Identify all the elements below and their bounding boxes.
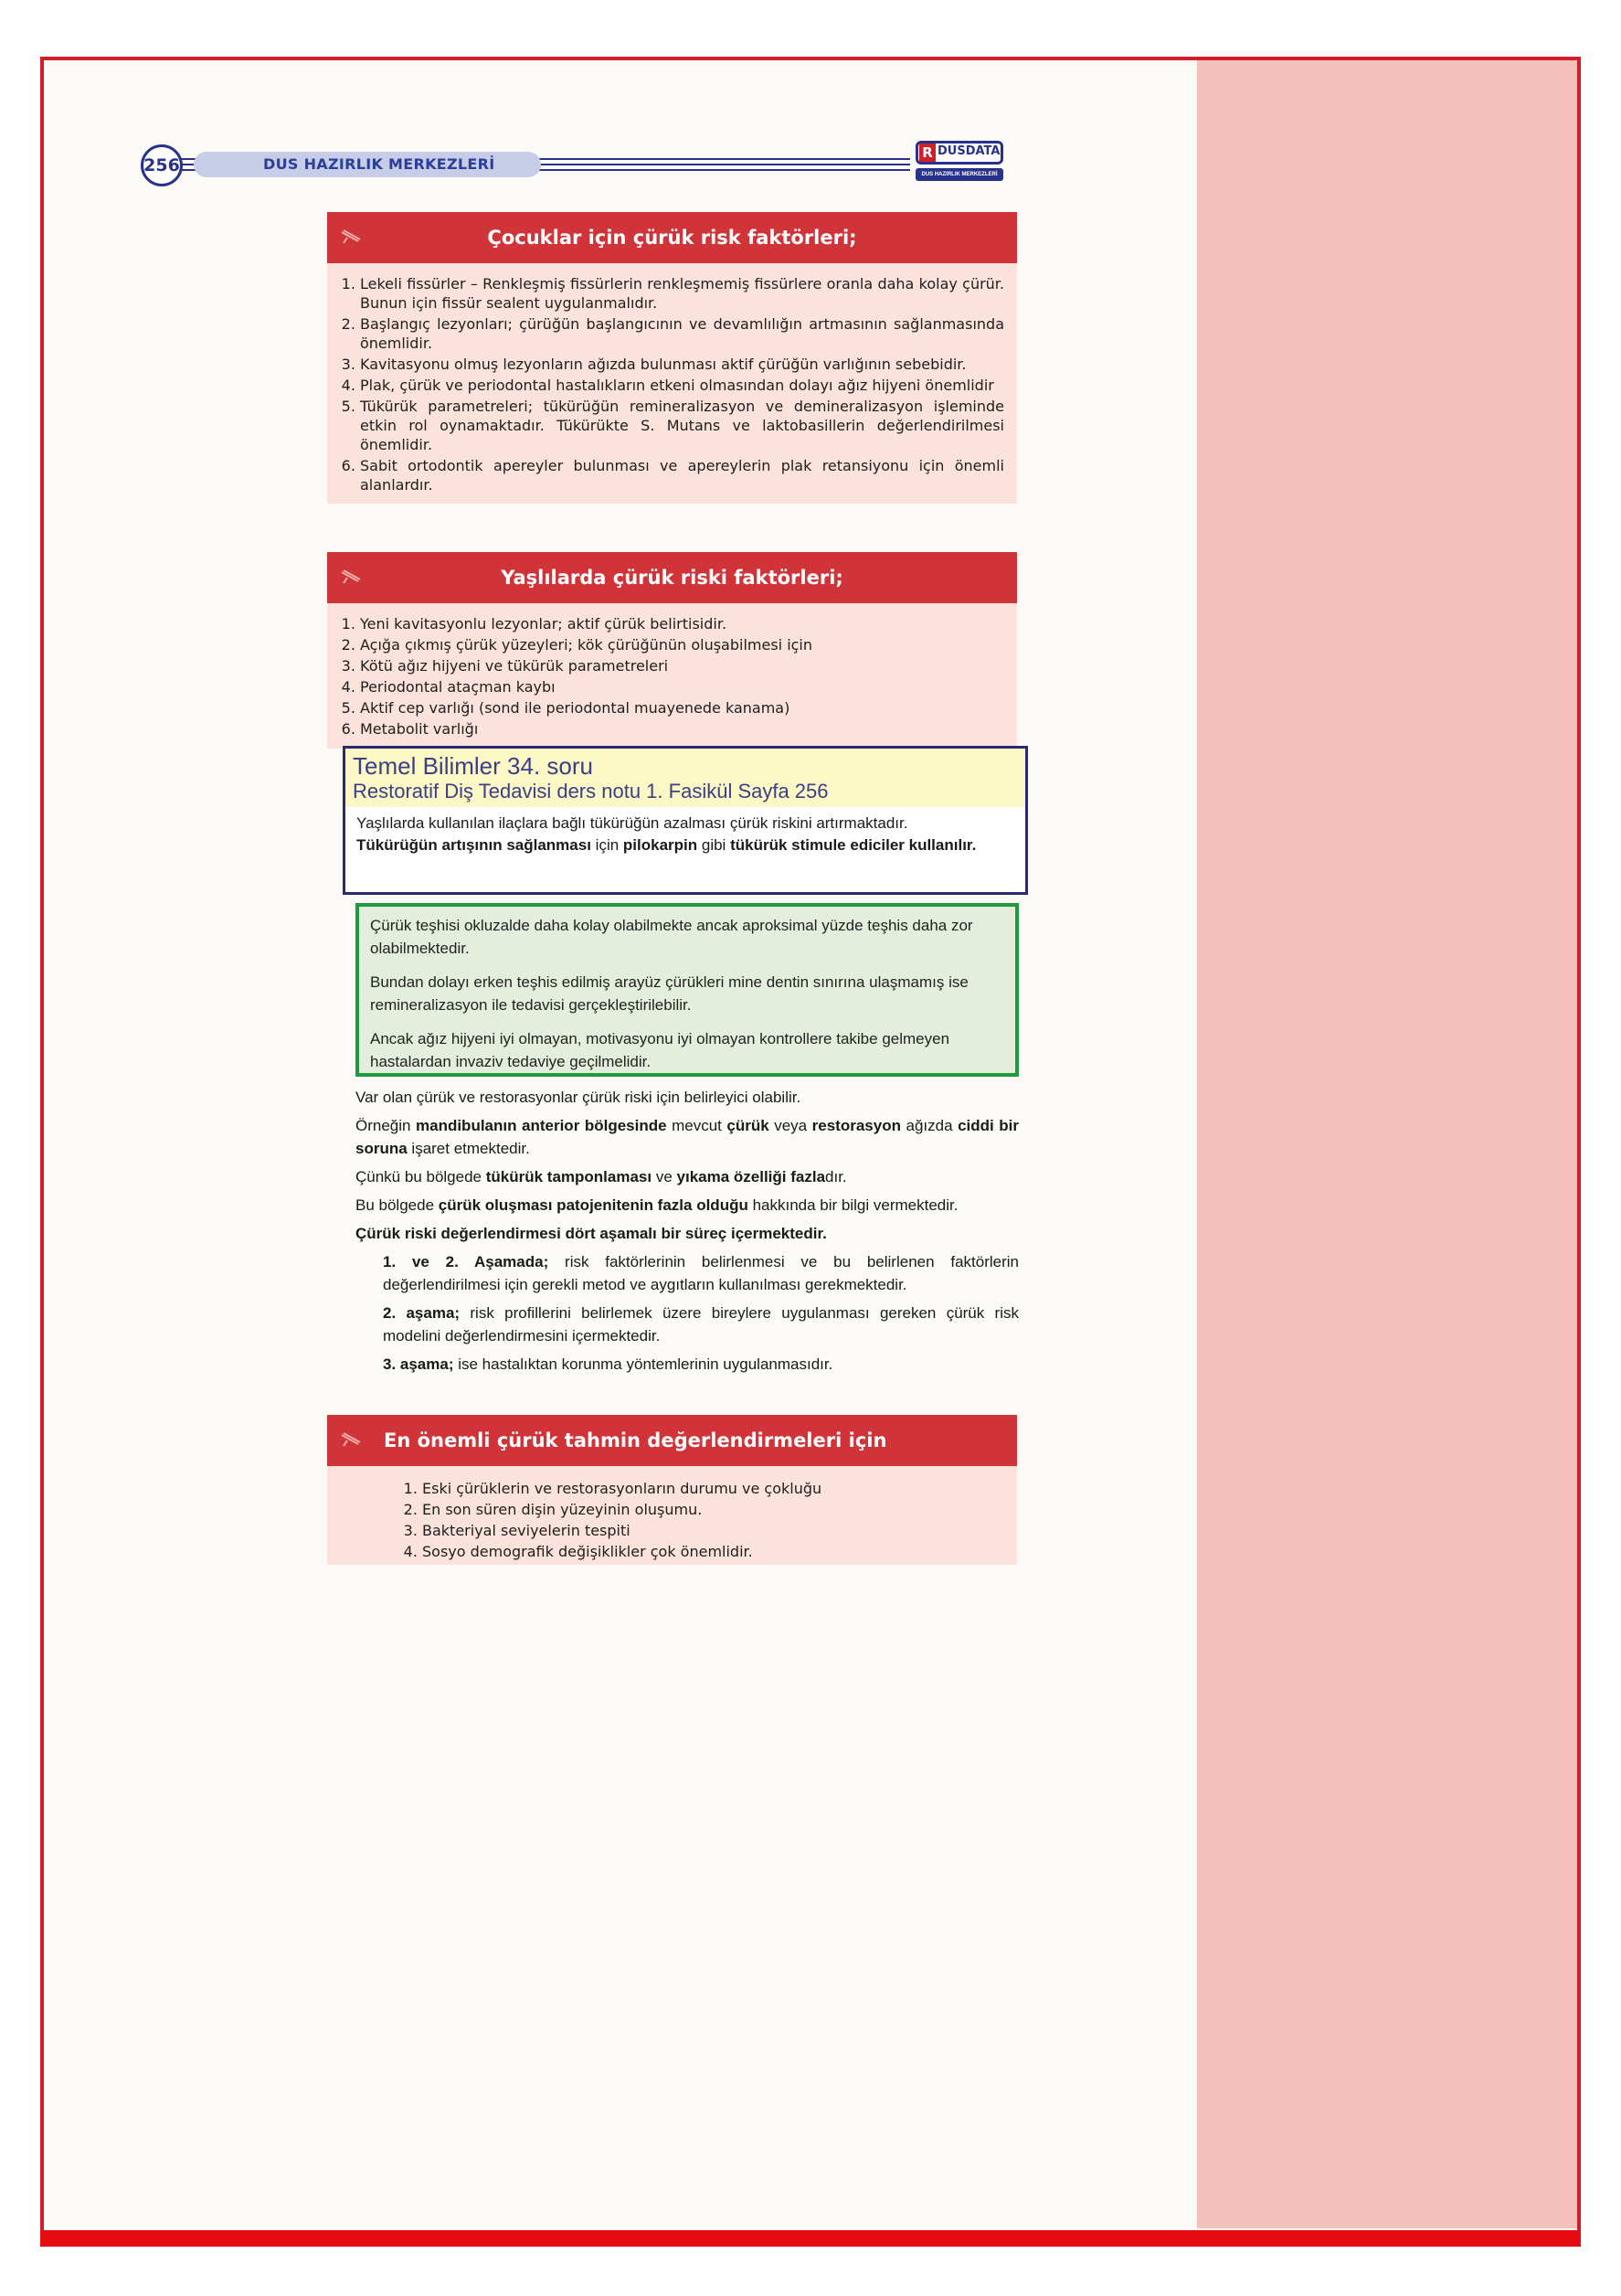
box-title: Çocuklar için çürük risk faktörleri; [487, 227, 857, 249]
list-item: 2. En son süren dişin yüzeyinin oluşumu. [422, 1500, 1004, 1519]
list-item: 5. Tükürük parametreleri; tükürüğün remineralizasyon ve demineralizasyon işleminde etkin rol oynamaktadır. Tükürükte S. Mutans ve laktobasillerin değerlendirilmesi önemlidir. [360, 397, 1004, 454]
paragraph: Var olan çürük ve restorasyonlar çürük riski için belirleyici olabilir. [355, 1089, 801, 1106]
paragraph: Örneğin mandibulanın anterior bölgesinde mevcut çürük veya restorasyon ağızda ciddi bir soruna işaret etmektedir. [355, 1117, 1019, 1157]
diagnosis-note-box [355, 903, 1019, 1077]
elderly-risk-box [327, 552, 1017, 749]
prediction-box [327, 1415, 1017, 1565]
children-risk-box [327, 212, 1017, 504]
logo-text: DUSDATA [938, 144, 1001, 158]
box-header [327, 1415, 1017, 1466]
logo-letter: R [919, 144, 936, 162]
list-item: 3. Kötü ağız hijyeni ve tükürük parametreleri [360, 656, 1004, 675]
note-paragraph: Çürük teşhisi okluzalde daha kolay olabilmekte ancak aproksimal yüzde teşhis daha zor olabilmektedir. [370, 917, 973, 957]
header-title: DUS HAZIRLIK MERKEZLERİ [263, 155, 495, 173]
question-line-1: Yaşlılarda kullanılan ilaçlara bağlı tükürüğün azalması çürük riskini artırmaktadır. [356, 814, 908, 832]
list-item: 5. Aktif cep varlığı (sond ile periodontal muayenede kanama) [360, 698, 1004, 718]
list-item: 1. Yeni kavitasyonlu lezyonlar; aktif çürük belirtisidir. [360, 614, 1004, 633]
list-item: 4. Periodontal ataçman kaybı [360, 677, 1004, 696]
list-item: 2. Başlangıç lezyonları; çürüğün başlangıcının ve devamlılığın artmasının sağlanmasında önemlidir. [360, 314, 1004, 353]
side-strip [1197, 60, 1577, 2228]
paragraph: Bu bölgede çürük oluşması patojenitenin fazla olduğu hakkında bir bilgi vermektedir. [355, 1196, 959, 1214]
list-item: 1. Lekeli fissürler – Renkleşmiş fissürlerin renkleşmemiş fissürlere oranla daha kolay çürür. Bunun için fissür sealent uygulanmalıdır. [360, 274, 1004, 313]
elderly-risk-list [338, 614, 1004, 739]
paragraph: Çünkü bu bölgede tükürük tamponlaması ve yıkama özelliği fazladır. [355, 1168, 847, 1185]
question-label-title: Temel Bilimler 34. soru [353, 752, 593, 780]
question-label [343, 746, 1028, 810]
note-paragraph: Bundan dolayı erken teşhis edilmiş arayüz çürükleri mine dentin sınırına ulaşmamış ise remineralizasyon ile tedavisi gerçekleştirilebilir. [370, 973, 969, 1014]
list-item: 6. Sabit ortodontik apereyler bulunması ve apereylerin plak retansiyonu için önemli alanlardır. [360, 456, 1004, 494]
list-item: 3. Kavitasyonu olmuş lezyonların ağızda bulunması aktif çürüğün varlığının sebebidir. [360, 355, 1004, 374]
page-number: 256 [141, 144, 183, 186]
note-paragraph: Ancak ağız hijyeni iyi olmayan, motivasyonu iyi olmayan kontrollere takibe gelmeyen hastalardan invaziv tedaviye geçilmelidir. [370, 1030, 950, 1070]
stage-item: 2. aşama; risk profillerini belirlemek üzere bireylere uygulanması gereken çürük risk modelini değerlendirmesini içermektedir. [383, 1304, 1019, 1345]
logo-subtitle: DUS HAZIRLIK MERKEZLERİ [916, 168, 1003, 181]
box-header [327, 552, 1017, 603]
prediction-list [400, 1479, 1004, 1561]
bottom-bar [40, 2230, 1581, 2247]
question-line-2: Tükürüğün artışının sağlanması için pilokarpin gibi tükürük stimule ediciler kullanılır. [356, 836, 977, 854]
paragraph: Çürük riski değerlendirmesi dört aşamalı bir süreç içermektedir. [355, 1225, 827, 1242]
stage-item: 1. ve 2. Aşamada; risk faktörlerinin belirlenmesi ve bu belirlenen faktörlerin değerlendirilmesi için gerekli metod ve aygıtların kullanılması gerekmektedir. [383, 1253, 1019, 1293]
box-title: En önemli çürük tahmin değerlendirmeleri için [384, 1430, 887, 1451]
list-item: 4. Sosyo demografik değişiklikler çok önemlidir. [422, 1542, 1004, 1561]
children-risk-list [338, 274, 1004, 494]
list-item: 2. Açığa çıkmış çürük yüzeyleri; kök çürüğünün oluşabilmesi için [360, 635, 1004, 654]
pen-icon [338, 225, 364, 250]
list-item: 3. Bakteriyal seviyelerin tespiti [422, 1521, 1004, 1540]
list-item: 1. Eski çürüklerin ve restorasyonların durumu ve çokluğu [422, 1479, 1004, 1498]
box-title: Yaşlılarda çürük riski faktörleri; [501, 567, 843, 589]
pen-icon [338, 565, 364, 590]
stage-item: 3. aşama; ise hastalıktan korunma yöntemlerinin uygulanmasıdır. [383, 1355, 833, 1373]
list-item: 6. Metabolit varlığı [360, 719, 1004, 739]
box-header [327, 212, 1017, 263]
pen-icon [338, 1428, 364, 1453]
dusdata-logo [910, 139, 1009, 186]
question-highlight-box [343, 807, 1028, 895]
main-text [355, 1086, 1019, 1381]
list-item: 4. Plak, çürük ve periodontal hastalıkların etkeni olmasından dolayı ağız hijyeni önemlidir [360, 376, 1004, 395]
question-label-source: Restoratif Diş Tedavisi ders notu 1. Fasikül Sayfa 256 [353, 780, 829, 803]
